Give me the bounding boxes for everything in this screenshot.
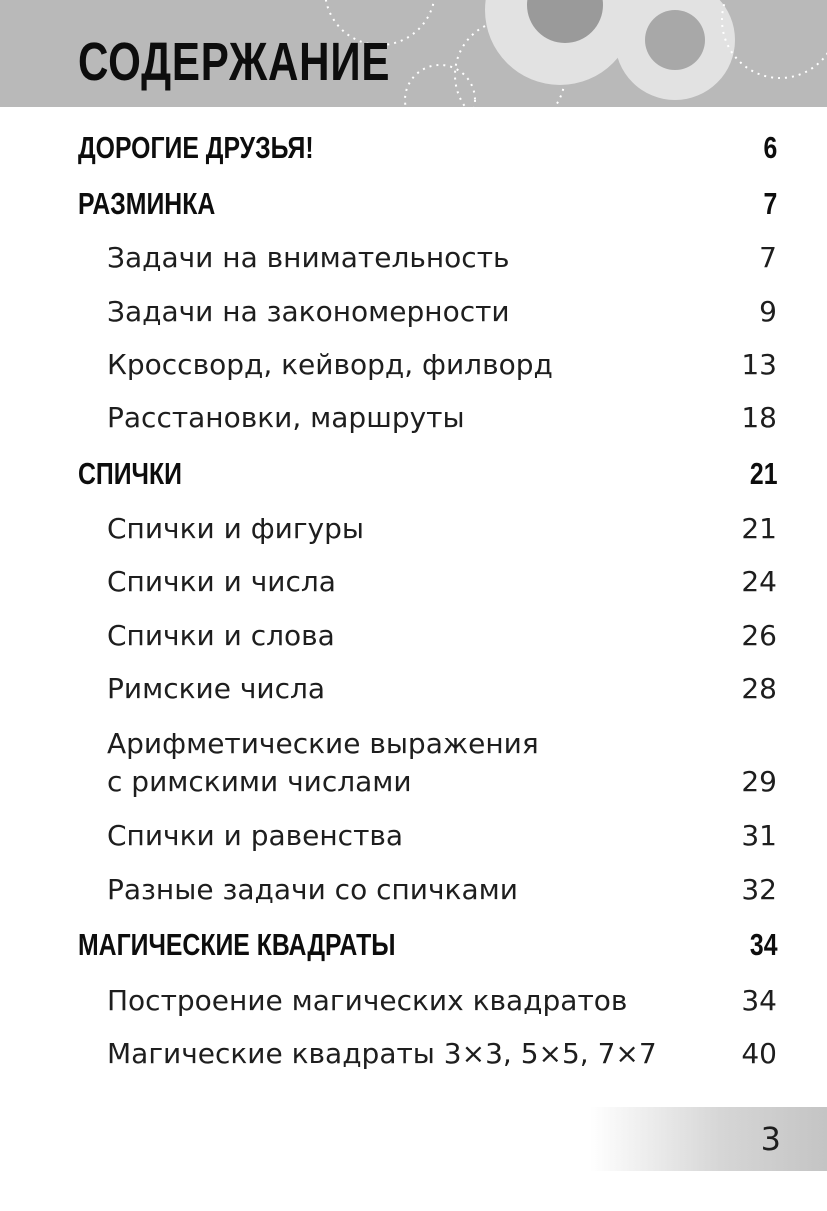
page-footer	[590, 1107, 827, 1171]
toc-item-title: Спички и фигуры	[107, 512, 365, 545]
toc-page-number: 9	[759, 295, 777, 328]
toc-page-number: 31	[741, 819, 777, 852]
toc-page-number: 18	[741, 401, 777, 434]
toc-item-title: Расстановки, маршруты	[107, 401, 465, 434]
toc-section-title: МАГИЧЕСКИЕ КВАДРАТЫ	[78, 927, 396, 962]
toc-item-title: Спички и числа	[107, 565, 336, 598]
toc-item-title: Построение магических квадратов	[107, 984, 628, 1017]
toc-page-number: 29	[741, 765, 777, 798]
toc-item-title: Кроссворд, кейворд, филворд	[107, 348, 553, 381]
toc-page-number: 28	[741, 672, 777, 705]
toc-item-title: Римские числа	[107, 672, 326, 705]
toc-page-number: 7	[759, 241, 777, 274]
toc-section-title: ДОРОГИЕ ДРУЗЬЯ!	[78, 130, 314, 165]
toc-item-title-continued: с римскими числами	[107, 765, 412, 798]
toc-page-number: 21	[741, 512, 777, 545]
toc-section-title: СПИЧКИ	[78, 456, 182, 491]
page-title: СОДЕРЖАНИЕ	[78, 32, 391, 92]
toc-page-number: 34	[749, 927, 777, 962]
toc-page-number: 21	[749, 456, 777, 491]
toc-item-title: Задачи на внимательность	[107, 241, 510, 274]
toc-page-number: 26	[741, 619, 777, 652]
toc-page-number: 24	[741, 565, 777, 598]
toc-item-title: Спички и равенства	[107, 819, 404, 852]
toc-item-title: Разные задачи со спичками	[107, 873, 518, 906]
toc-page-number: 7	[763, 186, 777, 221]
toc-page-number: 32	[741, 873, 777, 906]
toc-page-number: 13	[741, 348, 777, 381]
toc-item-title: Спички и слова	[107, 619, 335, 652]
toc-section-title: РАЗМИНКА	[78, 186, 216, 221]
toc-page-number: 34	[741, 984, 777, 1017]
toc-page-number: 40	[741, 1037, 777, 1070]
toc-item-title: Арифметические выражения	[107, 727, 539, 760]
page-number: 3	[760, 1120, 781, 1158]
toc-page-number: 6	[763, 130, 777, 165]
toc-item-title: Магические квадраты 3×3, 5×5, 7×7	[107, 1037, 657, 1070]
toc-item-title: Задачи на закономерности	[107, 295, 510, 328]
